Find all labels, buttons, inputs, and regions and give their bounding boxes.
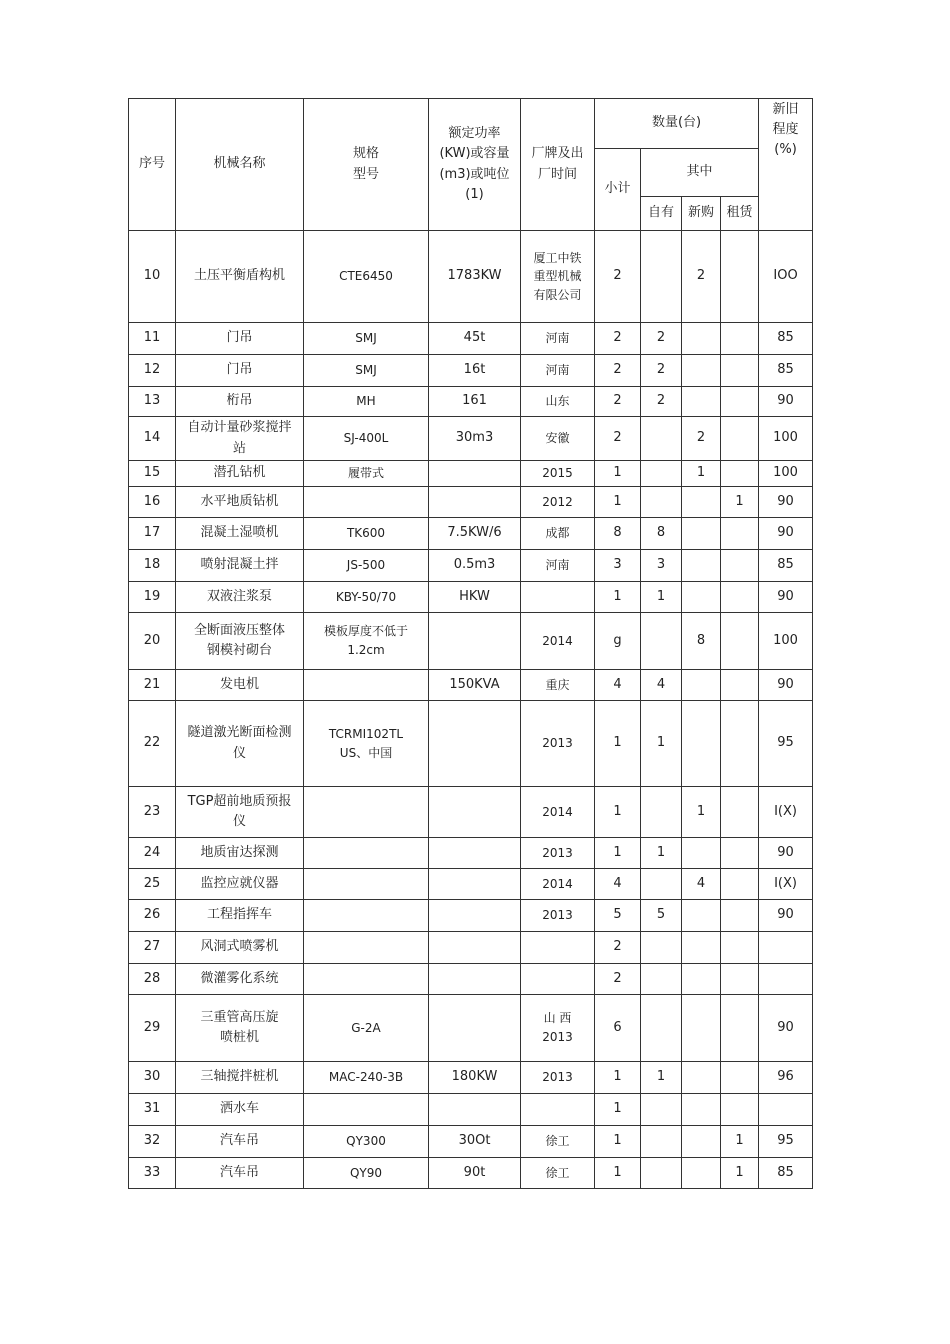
cell-subtotal: 1 [595,461,641,487]
table-row [129,787,813,838]
cell-spec [304,932,429,964]
cell-new-buy: 2 [682,231,721,323]
table-row [129,231,813,323]
cell-maker: 徐工 [521,1158,595,1189]
cell-condition: 85 [759,323,813,355]
header-seq: 序号 [129,99,176,231]
cell-rent [721,387,759,417]
cell-own: 1 [641,1062,682,1094]
table-row [129,1062,813,1094]
cell-rent [721,550,759,582]
cell-seq: 29 [129,995,176,1062]
cell-maker: 徐工 [521,1126,595,1158]
cell-power: 150KVA [429,670,521,701]
cell-name: 双液注浆泵 [176,582,304,613]
cell-condition: 96 [759,1062,813,1094]
cell-power [429,701,521,787]
header-rent: 租赁 [721,197,759,231]
cell-subtotal: g [595,613,641,670]
cell-new-buy [682,1158,721,1189]
table-row [129,1094,813,1126]
cell-seq: 12 [129,355,176,387]
cell-subtotal: 2 [595,355,641,387]
cell-condition [759,1094,813,1126]
cell-own [641,1126,682,1158]
cell-spec [304,787,429,838]
cell-maker: 2014 [521,613,595,670]
cell-own [641,787,682,838]
cell-name: 自动计量砂浆搅拌 站 [176,417,304,461]
cell-condition: 85 [759,1158,813,1189]
table-row [129,518,813,550]
cell-rent [721,900,759,932]
table-row [129,932,813,964]
table-row [129,417,813,461]
cell-condition: 90 [759,995,813,1062]
cell-new-buy [682,701,721,787]
cell-name: 风洞式喷雾机 [176,932,304,964]
table-row [129,995,813,1062]
cell-rent [721,869,759,900]
cell-power [429,900,521,932]
cell-name: 监控应就仪器 [176,869,304,900]
cell-power: 161 [429,387,521,417]
header-condition: 新旧 程度 (%) [759,99,813,231]
cell-new-buy [682,1126,721,1158]
cell-power [429,487,521,518]
cell-seq: 20 [129,613,176,670]
cell-new-buy [682,932,721,964]
cell-rent [721,995,759,1062]
cell-own [641,932,682,964]
cell-power: 16t [429,355,521,387]
cell-spec: MH [304,387,429,417]
cell-own [641,417,682,461]
cell-maker: 2014 [521,869,595,900]
table-row [129,1158,813,1189]
cell-rent [721,613,759,670]
cell-new-buy [682,387,721,417]
cell-power: 30m3 [429,417,521,461]
cell-new-buy [682,838,721,869]
cell-new-buy [682,582,721,613]
cell-rent [721,964,759,995]
cell-maker: 厦工中铁 重型机械 有限公司 [521,231,595,323]
cell-own: 3 [641,550,682,582]
cell-spec [304,900,429,932]
cell-new-buy: 1 [682,461,721,487]
cell-spec: TCRMI102TL US、中国 [304,701,429,787]
cell-maker: 2015 [521,461,595,487]
header-power: 额定功率 (KW)或容量 (m3)或吨位 (1) [429,99,521,231]
table-row [129,701,813,787]
cell-seq: 23 [129,787,176,838]
cell-maker [521,582,595,613]
cell-seq: 24 [129,838,176,869]
cell-rent [721,670,759,701]
cell-subtotal: 2 [595,323,641,355]
cell-subtotal: 3 [595,550,641,582]
cell-name: 隧道激光断面检测 仪 [176,701,304,787]
cell-rent [721,461,759,487]
cell-power: 7.5KW/6 [429,518,521,550]
cell-rent [721,838,759,869]
cell-spec [304,869,429,900]
header-maker: 厂牌及出 厂时间 [521,99,595,231]
cell-name: 汽车吊 [176,1126,304,1158]
table-row [129,323,813,355]
cell-power: 180KW [429,1062,521,1094]
cell-power [429,932,521,964]
cell-subtotal: 4 [595,670,641,701]
cell-rent [721,518,759,550]
header-subtotal: 小计 [595,149,641,231]
cell-spec: SMJ [304,355,429,387]
cell-condition [759,964,813,995]
cell-spec: SJ-400L [304,417,429,461]
cell-rent [721,231,759,323]
cell-maker: 2014 [521,787,595,838]
cell-subtotal: 8 [595,518,641,550]
header-spec: 规格 型号 [304,99,429,231]
cell-new-buy: 2 [682,417,721,461]
cell-new-buy [682,1094,721,1126]
cell-name: 地质宙达探测 [176,838,304,869]
cell-subtotal: 2 [595,231,641,323]
cell-power: 90t [429,1158,521,1189]
cell-rent [721,417,759,461]
cell-maker: 河南 [521,355,595,387]
cell-rent: 1 [721,1126,759,1158]
cell-spec: MAC-240-3B [304,1062,429,1094]
cell-rent [721,932,759,964]
table-row [129,582,813,613]
cell-power [429,869,521,900]
table-row [129,964,813,995]
cell-subtotal: 1 [595,701,641,787]
cell-seq: 18 [129,550,176,582]
cell-seq: 25 [129,869,176,900]
cell-new-buy [682,995,721,1062]
cell-seq: 27 [129,932,176,964]
cell-own: 2 [641,355,682,387]
cell-maker [521,932,595,964]
table-row [129,869,813,900]
cell-name: 洒水车 [176,1094,304,1126]
cell-power: 45t [429,323,521,355]
cell-maker: 重庆 [521,670,595,701]
table-row [129,355,813,387]
cell-own: 5 [641,900,682,932]
cell-spec: KBY-50/70 [304,582,429,613]
cell-new-buy [682,487,721,518]
cell-seq: 21 [129,670,176,701]
cell-condition: 90 [759,900,813,932]
cell-seq: 17 [129,518,176,550]
cell-name: 工程指挥车 [176,900,304,932]
cell-power: 30Ot [429,1126,521,1158]
cell-power [429,838,521,869]
table-row [129,461,813,487]
table-row [129,613,813,670]
cell-maker: 2013 [521,701,595,787]
cell-name: 水平地质钻机 [176,487,304,518]
cell-own [641,613,682,670]
cell-seq: 14 [129,417,176,461]
cell-condition: 100 [759,417,813,461]
table-body [129,231,813,1189]
table-row [129,487,813,518]
cell-seq: 16 [129,487,176,518]
cell-subtotal: 2 [595,417,641,461]
cell-name: 土压平衡盾构机 [176,231,304,323]
cell-name: 发电机 [176,670,304,701]
table-header [129,99,813,231]
cell-maker: 河南 [521,323,595,355]
cell-power [429,787,521,838]
cell-subtotal: 1 [595,582,641,613]
cell-new-buy [682,550,721,582]
cell-name: 三重管高压旋 喷桩机 [176,995,304,1062]
cell-spec: QY90 [304,1158,429,1189]
cell-rent [721,355,759,387]
cell-name: 三轴搅拌桩机 [176,1062,304,1094]
cell-name: TGP超前地质预报 仪 [176,787,304,838]
cell-seq: 26 [129,900,176,932]
table-row [129,670,813,701]
cell-condition: I(X) [759,787,813,838]
cell-spec: QY300 [304,1126,429,1158]
cell-condition: 90 [759,670,813,701]
cell-name: 全断面液压整体 钢模衬砌台 [176,613,304,670]
cell-own [641,869,682,900]
cell-spec: 模板厚度不低于 1.2cm [304,613,429,670]
cell-rent [721,1062,759,1094]
cell-name: 微灌雾化系统 [176,964,304,995]
cell-seq: 31 [129,1094,176,1126]
cell-condition: 90 [759,487,813,518]
header-qty: 数量(台) [595,99,759,149]
cell-own: 1 [641,582,682,613]
cell-seq: 32 [129,1126,176,1158]
cell-rent [721,787,759,838]
cell-maker: 山东 [521,387,595,417]
table-row [129,550,813,582]
cell-new-buy [682,518,721,550]
cell-name: 门吊 [176,323,304,355]
cell-power [429,964,521,995]
cell-condition: 85 [759,550,813,582]
cell-new-buy [682,323,721,355]
header-new-buy: 新购 [682,197,721,231]
cell-condition [759,932,813,964]
cell-spec: SMJ [304,323,429,355]
cell-rent: 1 [721,487,759,518]
cell-maker: 2013 [521,1062,595,1094]
cell-subtotal: 6 [595,995,641,1062]
cell-condition: 85 [759,355,813,387]
cell-rent [721,323,759,355]
cell-name: 潜孔钻机 [176,461,304,487]
table-row [129,900,813,932]
cell-subtotal: 2 [595,964,641,995]
cell-own: 2 [641,387,682,417]
cell-condition: 90 [759,838,813,869]
cell-own [641,231,682,323]
cell-condition: IOO [759,231,813,323]
cell-new-buy: 8 [682,613,721,670]
cell-rent [721,1094,759,1126]
cell-subtotal: 1 [595,1094,641,1126]
cell-maker: 安徽 [521,417,595,461]
cell-power [429,995,521,1062]
cell-condition: 95 [759,1126,813,1158]
cell-seq: 19 [129,582,176,613]
cell-power: 1783KW [429,231,521,323]
cell-spec: G-2A [304,995,429,1062]
cell-spec [304,838,429,869]
cell-name: 喷射混凝土拌 [176,550,304,582]
cell-own: 1 [641,838,682,869]
cell-condition: 100 [759,613,813,670]
table-row [129,1126,813,1158]
cell-own: 4 [641,670,682,701]
cell-subtotal: 4 [595,869,641,900]
cell-spec [304,487,429,518]
cell-condition: I(X) [759,869,813,900]
cell-new-buy [682,355,721,387]
cell-spec: CTE6450 [304,231,429,323]
cell-new-buy [682,670,721,701]
cell-subtotal: 1 [595,487,641,518]
cell-spec: TK600 [304,518,429,550]
cell-maker: 2013 [521,838,595,869]
cell-subtotal: 1 [595,1062,641,1094]
cell-maker: 山 西 2013 [521,995,595,1062]
cell-rent: 1 [721,1158,759,1189]
cell-name: 混凝土湿喷机 [176,518,304,550]
cell-seq: 28 [129,964,176,995]
cell-seq: 33 [129,1158,176,1189]
cell-new-buy: 4 [682,869,721,900]
cell-subtotal: 2 [595,387,641,417]
cell-power: 0.5m3 [429,550,521,582]
cell-new-buy [682,900,721,932]
cell-rent [721,701,759,787]
cell-seq: 13 [129,387,176,417]
header-of-which: 其中 [641,149,759,197]
cell-power: HKW [429,582,521,613]
cell-maker: 2012 [521,487,595,518]
cell-spec [304,670,429,701]
cell-seq: 22 [129,701,176,787]
cell-maker: 成都 [521,518,595,550]
cell-name: 桁吊 [176,387,304,417]
table-row [129,838,813,869]
cell-spec [304,964,429,995]
cell-spec: JS-500 [304,550,429,582]
cell-maker: 河南 [521,550,595,582]
cell-maker [521,1094,595,1126]
cell-seq: 30 [129,1062,176,1094]
cell-own [641,1158,682,1189]
cell-subtotal: 1 [595,787,641,838]
cell-own: 1 [641,701,682,787]
cell-seq: 10 [129,231,176,323]
cell-name: 门吊 [176,355,304,387]
cell-rent [721,582,759,613]
cell-seq: 11 [129,323,176,355]
cell-own [641,487,682,518]
cell-subtotal: 1 [595,838,641,869]
cell-condition: 95 [759,701,813,787]
cell-name: 汽车吊 [176,1158,304,1189]
cell-maker [521,964,595,995]
equipment-table [128,98,813,1189]
cell-own: 8 [641,518,682,550]
header-own: 自有 [641,197,682,231]
cell-power [429,613,521,670]
cell-subtotal: 1 [595,1158,641,1189]
cell-power [429,461,521,487]
cell-subtotal: 2 [595,932,641,964]
cell-power [429,1094,521,1126]
cell-own [641,1094,682,1126]
cell-own [641,461,682,487]
cell-condition: 90 [759,582,813,613]
header-name: 机械名称 [176,99,304,231]
cell-new-buy [682,1062,721,1094]
cell-own [641,964,682,995]
cell-own: 2 [641,323,682,355]
cell-own [641,995,682,1062]
cell-maker: 2013 [521,900,595,932]
table-row [129,387,813,417]
cell-condition: 100 [759,461,813,487]
cell-condition: 90 [759,518,813,550]
cell-seq: 15 [129,461,176,487]
cell-subtotal: 5 [595,900,641,932]
cell-spec [304,1094,429,1126]
cell-condition: 90 [759,387,813,417]
cell-spec: 履带式 [304,461,429,487]
cell-new-buy: 1 [682,787,721,838]
cell-subtotal: 1 [595,1126,641,1158]
cell-new-buy [682,964,721,995]
